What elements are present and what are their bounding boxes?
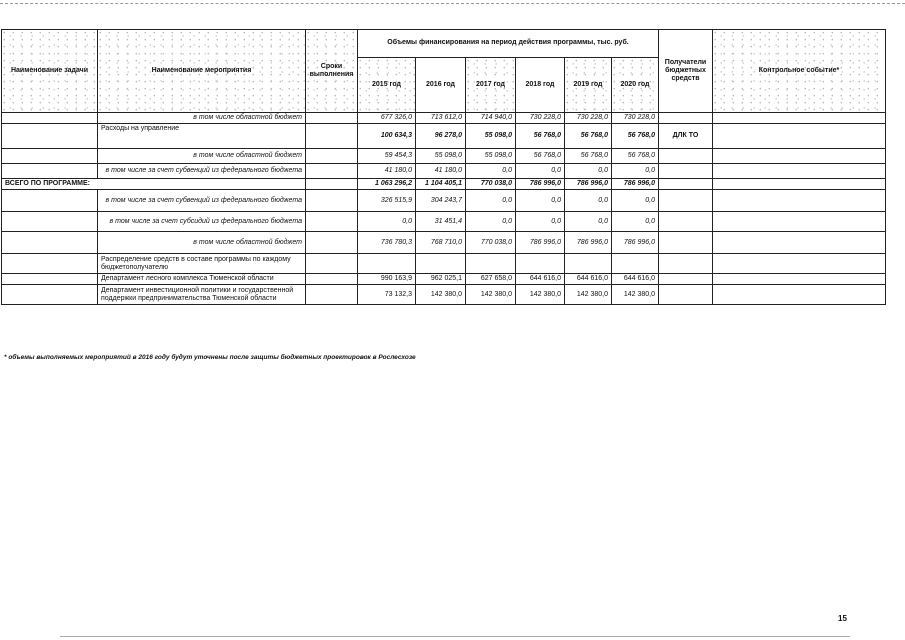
table-row	[2, 254, 886, 274]
value-cell	[466, 254, 516, 274]
control-cell	[713, 285, 886, 305]
control-cell	[713, 232, 886, 254]
value-cell: 736 780,3	[358, 232, 416, 254]
value-cell: 73 132,3	[358, 285, 416, 305]
terms-cell	[306, 164, 358, 179]
terms-cell	[306, 285, 358, 305]
value-cell: 644 616,0	[612, 274, 659, 285]
value-cell: 59 454,3	[358, 149, 416, 164]
row-label: в том числе областной бюджет	[98, 149, 306, 164]
header-year: 2019 год	[565, 58, 612, 113]
row-label: в том числе областной бюджет	[98, 113, 306, 124]
value-cell	[516, 254, 565, 274]
table-row	[2, 164, 886, 179]
recipient-cell	[659, 232, 713, 254]
terms-cell	[306, 212, 358, 232]
value-cell: 41 180,0	[358, 164, 416, 179]
value-cell: 0,0	[565, 190, 612, 212]
terms-cell	[306, 113, 358, 124]
control-cell	[713, 254, 886, 274]
table-row	[2, 149, 886, 164]
total-row	[2, 179, 886, 190]
value-cell: 786 996,0	[516, 232, 565, 254]
value-cell: 962 025,1	[416, 274, 466, 285]
row-label: в том числе за счет субсидий из федерального бюджета	[98, 212, 306, 232]
value-cell: 56 768,0	[565, 124, 612, 149]
terms-cell	[306, 232, 358, 254]
control-cell	[713, 212, 886, 232]
value-cell: 1 063 296,2	[358, 179, 416, 190]
recipient-cell	[659, 212, 713, 232]
value-cell: 0,0	[516, 164, 565, 179]
value-cell: 0,0	[565, 212, 612, 232]
recipient-cell	[659, 179, 713, 190]
value-cell: 677 326,0	[358, 113, 416, 124]
control-cell	[713, 179, 886, 190]
value-cell: 0,0	[565, 164, 612, 179]
control-cell	[713, 190, 886, 212]
value-cell: 0,0	[466, 212, 516, 232]
value-cell: 786 996,0	[516, 179, 565, 190]
row-label: Департамент лесного комплекса Тюменской области	[98, 274, 306, 285]
control-cell	[713, 164, 886, 179]
value-cell: 770 038,0	[466, 232, 516, 254]
header-year: 2018 год	[516, 58, 565, 113]
value-cell: 644 616,0	[565, 274, 612, 285]
control-cell	[713, 149, 886, 164]
header-task-name: Наименование задачи	[2, 30, 98, 113]
table-row	[2, 124, 886, 149]
value-cell: 0,0	[612, 190, 659, 212]
value-cell	[416, 254, 466, 274]
value-cell	[358, 254, 416, 274]
task-cell	[2, 124, 98, 149]
value-cell: 713 612,0	[416, 113, 466, 124]
value-cell: 768 710,0	[416, 232, 466, 254]
bottom-scan-line	[60, 636, 850, 637]
value-cell: 714 940,0	[466, 113, 516, 124]
terms-cell	[306, 149, 358, 164]
value-cell: 142 380,0	[612, 285, 659, 305]
value-cell: 627 658,0	[466, 274, 516, 285]
terms-cell	[306, 274, 358, 285]
control-cell	[713, 113, 886, 124]
task-cell	[2, 285, 98, 305]
value-cell: 142 380,0	[565, 285, 612, 305]
terms-cell	[306, 254, 358, 274]
value-cell: 55 098,0	[466, 149, 516, 164]
value-cell: 100 634,3	[358, 124, 416, 149]
recipient-cell: ДЛК ТО	[659, 124, 713, 149]
value-cell: 786 996,0	[565, 232, 612, 254]
value-cell: 730 228,0	[565, 113, 612, 124]
value-cell: 56 768,0	[612, 149, 659, 164]
task-cell	[2, 190, 98, 212]
header-funding: Объемы финансирования на период действия программы, тыс. руб.	[358, 30, 659, 58]
header-recipients: Получатели бюджетных средств	[659, 30, 713, 113]
value-cell: 55 098,0	[416, 149, 466, 164]
footnote: * объемы выполняемых мероприятий в 2016 году будут уточнены после защиты бюджетных проектировок в Рослесхозе	[4, 354, 416, 361]
row-label: Расходы на управление	[98, 124, 306, 149]
value-cell: 142 380,0	[416, 285, 466, 305]
value-cell: 96 278,0	[416, 124, 466, 149]
value-cell: 31 451,4	[416, 212, 466, 232]
terms-cell	[306, 190, 358, 212]
table-row	[2, 274, 886, 285]
row-label: Распределение средств в составе программы по каждому бюджетополучателю	[98, 254, 306, 274]
header-year: 2016 год	[416, 58, 466, 113]
recipient-cell	[659, 254, 713, 274]
top-border-line	[0, 3, 905, 4]
task-cell	[2, 164, 98, 179]
header-event-name: Наименование мероприятия	[98, 30, 306, 113]
value-cell: 0,0	[516, 190, 565, 212]
task-cell	[2, 113, 98, 124]
value-cell: 770 038,0	[466, 179, 516, 190]
recipient-cell	[659, 113, 713, 124]
value-cell: 0,0	[612, 164, 659, 179]
row-label: в том числе за счет субвенций из федерального бюджета	[98, 190, 306, 212]
value-cell: 786 996,0	[612, 232, 659, 254]
value-cell: 41 180,0	[416, 164, 466, 179]
value-cell: 142 380,0	[516, 285, 565, 305]
table-row	[2, 113, 886, 124]
page-number: 15	[838, 614, 847, 623]
task-cell	[2, 254, 98, 274]
value-cell: 786 996,0	[565, 179, 612, 190]
control-cell	[713, 274, 886, 285]
value-cell	[565, 254, 612, 274]
value-cell: 0,0	[358, 212, 416, 232]
value-cell: 55 098,0	[466, 124, 516, 149]
header-year: 2020 год	[612, 58, 659, 113]
value-cell: 0,0	[612, 212, 659, 232]
program-table	[1, 29, 886, 305]
task-cell	[2, 232, 98, 254]
recipient-cell	[659, 190, 713, 212]
total-label: ВСЕГО ПО ПРОГРАММЕ:	[2, 179, 306, 190]
recipient-cell	[659, 285, 713, 305]
value-cell: 56 768,0	[516, 124, 565, 149]
task-cell	[2, 212, 98, 232]
table-row	[2, 285, 886, 305]
value-cell: 730 228,0	[516, 113, 565, 124]
row-label: в том числе за счет субвенций из федерального бюджета	[98, 164, 306, 179]
task-cell	[2, 274, 98, 285]
value-cell: 56 768,0	[565, 149, 612, 164]
value-cell: 730 228,0	[612, 113, 659, 124]
recipient-cell	[659, 149, 713, 164]
row-label: в том числе областной бюджет	[98, 232, 306, 254]
recipient-cell	[659, 164, 713, 179]
control-cell	[713, 124, 886, 149]
header-year: 2017 год	[466, 58, 516, 113]
terms-cell	[306, 124, 358, 149]
terms-cell	[306, 179, 358, 190]
value-cell: 1 104 405,1	[416, 179, 466, 190]
header-year: 2015 год	[358, 58, 416, 113]
value-cell: 142 380,0	[466, 285, 516, 305]
table-row	[2, 212, 886, 232]
task-cell	[2, 149, 98, 164]
value-cell: 0,0	[466, 164, 516, 179]
value-cell: 990 163,9	[358, 274, 416, 285]
value-cell: 0,0	[516, 212, 565, 232]
value-cell: 326 515,9	[358, 190, 416, 212]
recipient-cell	[659, 274, 713, 285]
value-cell: 304 243,7	[416, 190, 466, 212]
value-cell: 644 616,0	[516, 274, 565, 285]
header-terms: Сроки выполнения	[306, 30, 358, 113]
value-cell: 0,0	[466, 190, 516, 212]
value-cell: 56 768,0	[612, 124, 659, 149]
table-row	[2, 232, 886, 254]
header-control-event: Контрольное событие*	[713, 30, 886, 113]
table-row	[2, 190, 886, 212]
row-label: Департамент инвестиционной политики и государственной поддержки предпринимательства Тюменской области	[98, 285, 306, 305]
value-cell	[612, 254, 659, 274]
value-cell: 56 768,0	[516, 149, 565, 164]
value-cell: 786 996,0	[612, 179, 659, 190]
